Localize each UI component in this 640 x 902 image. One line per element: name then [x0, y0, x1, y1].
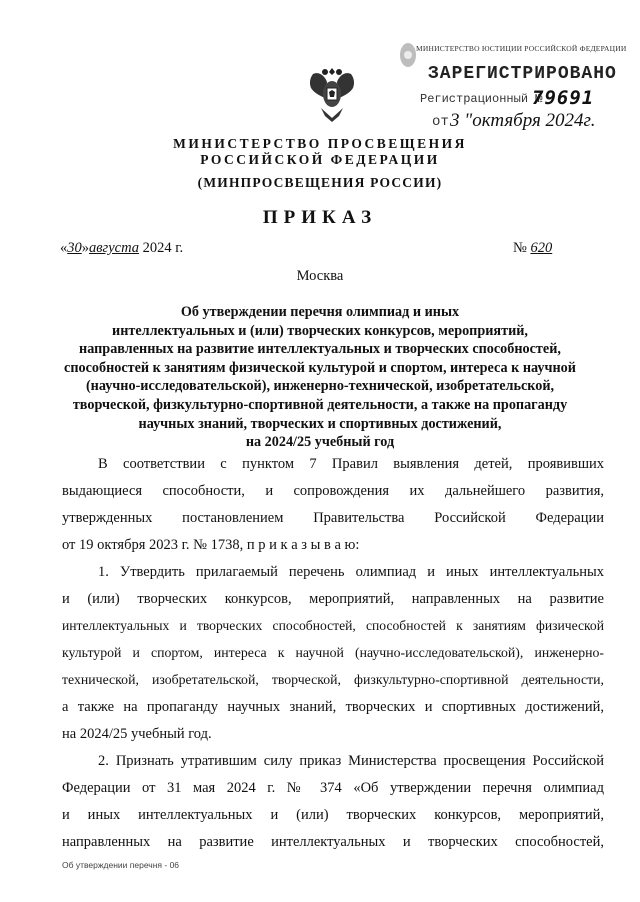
heading-line: направленных на развитие интеллектуальных и творческих способностей, — [79, 341, 561, 358]
order-title: ПРИКАЗ — [262, 207, 378, 228]
ministry-short-name: (МИНПРОСВЕЩЕНИЯ РОССИИ) — [197, 175, 443, 190]
number-value: 620 — [530, 240, 553, 256]
body-line: направленных на развитие интеллектуальных и творческих способностей, — [62, 834, 604, 850]
stamp-ministry: МИНИСТЕРСТВО ЮСТИЦИИ РОССИЙСКОЙ ФЕДЕРАЦИИ — [416, 44, 627, 53]
body-line: Федерации от 31 мая 2024 г. № 374 «Об утверждении перечня олимпиад — [62, 780, 604, 796]
order-number — [513, 240, 552, 257]
body-line: интеллектуальных и творческих способностей, способностей к занятиям физической — [62, 618, 604, 633]
stamp-date-value: 3 "октября 2024г. — [450, 110, 596, 131]
registration-stamp — [398, 40, 627, 140]
date-month: августа — [89, 240, 139, 256]
ministry-line-1: МИНИСТЕРСТВО ПРОСВЕЩЕНИЯ — [173, 136, 467, 151]
ministry-name — [0, 136, 640, 168]
heading-line: научных знаний, творческих и спортивных достижений, — [138, 415, 502, 432]
body-line: выдающиеся способности, и сопровождения их дальнейшего развития, — [62, 483, 604, 499]
number-label: № — [513, 240, 531, 256]
body-line: утвержденных постановлением Правительства Российской Федерации — [62, 510, 604, 526]
body-line: В соответствии с пунктом 7 Правил выявления детей, проявивших — [98, 456, 604, 472]
date-close-quote: » — [81, 240, 89, 256]
body-line: на 2024/25 учебный год. — [62, 726, 212, 742]
city: Москва — [296, 268, 344, 284]
footer-note: Об утверждении перечня - 06 — [62, 860, 180, 870]
heading-line: (научно-исследовательской), инженерно-технической, изобретательской, — [85, 378, 555, 395]
heading-line: на 2024/25 учебный год — [245, 434, 395, 451]
body-line: и иных интеллектуальных и (или) творческих конкурсов, мероприятий, — [62, 807, 604, 823]
body-line: технической, изобретательской, творческой, физкультурно-спортивной деятельности, — [62, 672, 604, 687]
body-line: культурой и спортом, интереса к научной (научно-исследовательской), инженерно- — [62, 645, 604, 660]
heading-line: Об утверждении перечня олимпиад и иных — [180, 304, 460, 320]
body-line: а также на пропаганду научных знаний, творческих и спортивных достижений, — [62, 699, 604, 715]
date-year: 2024 г. — [138, 240, 184, 256]
body-line: 2. Признать утратившим силу приказ Министерства просвещения Российской — [98, 753, 604, 769]
order-date — [60, 240, 183, 257]
heading-line: интеллектуальных и (или) творческих конкурсов, мероприятий, — [112, 322, 528, 339]
coat-of-arms-icon — [303, 62, 361, 126]
heading-line: способностей к занятиям физической культурой и спортом, интереса к научной — [64, 359, 576, 376]
date-day: 30 — [67, 240, 82, 256]
document-heading — [30, 303, 610, 452]
body-line: 1. Утвердить прилагаемый перечень олимпиад и иных интеллектуальных — [98, 564, 604, 580]
stamp-reg-label: Регистрационный № — [420, 92, 543, 106]
body-line: от 19 октября 2023 г. № 1738, п р и к а з ы в а ю: — [62, 537, 360, 553]
stamp-reg-number: 79691 — [532, 87, 595, 109]
ministry-line-2: РОССИЙСКОЙ ФЕДЕРАЦИИ — [200, 152, 440, 167]
stamp-registered: ЗАРЕГИСТРИРОВАНО — [428, 64, 617, 84]
date-open-quote: « — [60, 240, 68, 256]
stamp-date-prefix: от — [432, 114, 449, 130]
seal-emblem-icon — [398, 40, 418, 70]
heading-line: творческой, физкультурно-спортивной деятельности, а также на пропаганду — [72, 396, 568, 413]
body-line: и (или) творческих конкурсов, мероприятий, направленных на развитие — [62, 591, 604, 607]
